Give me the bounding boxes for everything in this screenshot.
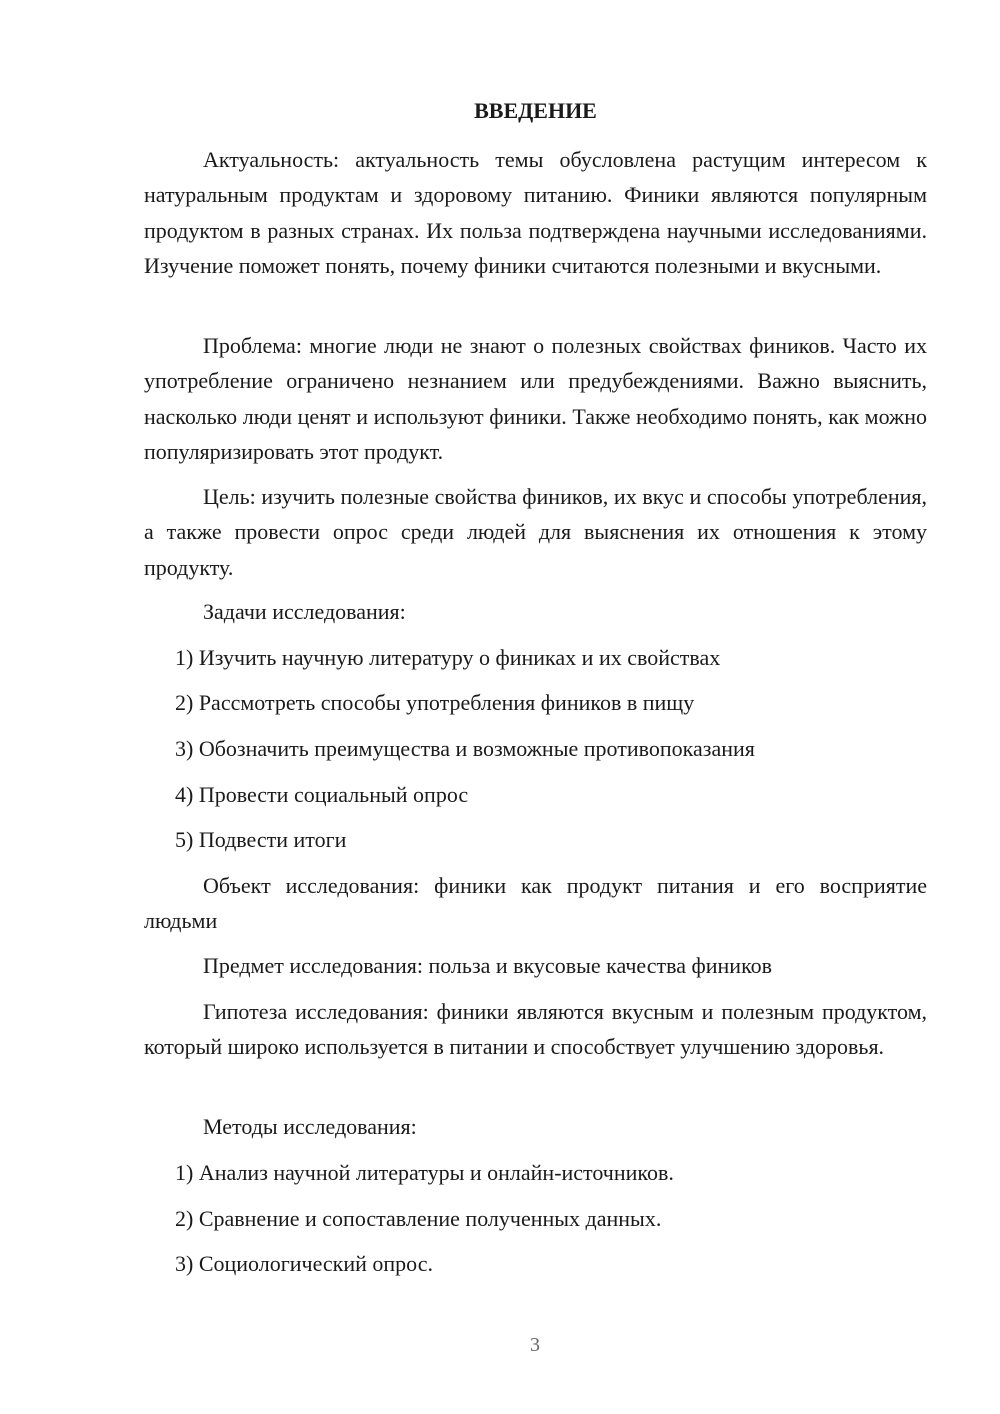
list-item: 1) Анализ научной литературы и онлайн-источников. [175, 1160, 674, 1185]
list-item: 2) Рассмотреть способы употребления фиников в пищу [175, 690, 695, 715]
list-item: 4) Провести социальный опрос [175, 782, 469, 807]
list-item: 3) Обозначить преимущества и возможные противопоказания [175, 736, 755, 761]
page-title: ВВЕДЕНИЕ [474, 98, 597, 123]
methods-heading: Методы исследования: [203, 1114, 417, 1139]
tasks-heading: Задачи исследования: [203, 599, 406, 624]
list-item: 5) Подвести итоги [175, 827, 347, 852]
page-number: 3 [530, 1334, 540, 1356]
paragraph-problem: Проблема: многие люди не знают о полезных свойствах фиников. Часто их употребление ограничено незнанием или предубеждениями. Важно выяснить, насколько люди ценят и используют финики. Также необходимо понять, как можно популяризировать этот продукт. [144, 333, 927, 464]
list-item: 2) Сравнение и сопоставление полученных данных. [175, 1206, 662, 1231]
list-item: 3) Социологический опрос. [175, 1251, 433, 1276]
paragraph-relevance: Актуальность: актуальность темы обусловлена растущим интересом к натуральным продуктам и здоровому питанию. Финики являются популярным продуктом в разных странах. Их польза подтверждена научными исследованиями. Изучение поможет понять, почему финики считаются полезными и вкусными. [144, 147, 927, 278]
paragraph-hypothesis: Гипотеза исследования: финики являются вкусным и полезным продуктом, который широко используется в питании и способствует улучшению здоровья. [144, 999, 927, 1060]
list-item: 1) Изучить научную литературу о финиках и их свойствах [175, 645, 721, 670]
paragraph-object: Объект исследования: финики как продукт питания и его восприятие людьми [144, 873, 927, 934]
paragraph-subject: Предмет исследования: польза и вкусовые качества фиников [203, 953, 773, 978]
paragraph-goal: Цель: изучить полезные свойства фиников, их вкус и способы употребления, а также провести опрос среди людей для выяснения их отношения к этому продукту. [144, 484, 927, 580]
